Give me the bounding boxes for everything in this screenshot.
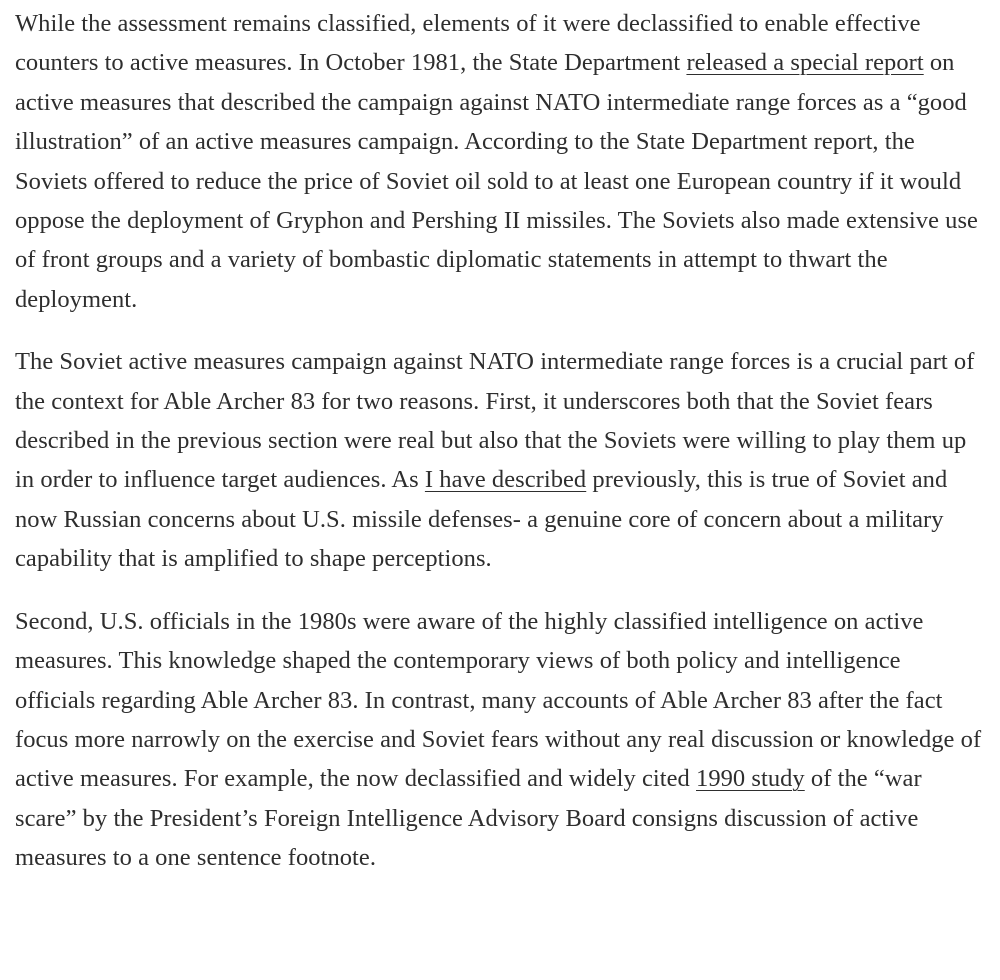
1990-study-link[interactable]: 1990 study — [696, 765, 805, 793]
paragraph-text: of the “war scare” by the President’s Foreign Intelligence Advisory Board consigns discussion of active measures to a one sentence footnote. — [15, 765, 922, 872]
paragraph — [15, 4, 986, 319]
released-special-report-link[interactable]: released a special report — [686, 49, 924, 77]
paragraph-text: previously, this is true of Soviet and now Russian concerns about U.S. missile defenses- a genuine core of concern about a military capability that is amplified to shape perceptions. — [15, 466, 948, 573]
paragraph — [15, 342, 986, 578]
paragraph-text: Second, U.S. officials in the 1980s were aware of the highly classified intelligence on active measures. This knowledge shaped the contemporary views of both policy and intelligence officials regarding Able Archer 83. In contrast, many accounts of Able Archer 83 after the fact focus more narrowly on the exercise and Soviet fears without any real discussion or knowledge of active measures. For example, the now declassified and widely cited — [15, 607, 982, 793]
paragraph-text: on active measures that described the campaign against NATO intermediate range forces as a “good illustration” of an active measures campaign. According to the State Department report, the Soviets offered to reduce the price of Soviet oil sold to at least one European country if it would oppose the deployment of Gryphon and Pershing II missiles. The Soviets also made extensive use of front groups and a variety of bombastic diplomatic statements in attempt to thwart the deployment. — [15, 49, 978, 313]
paragraph — [15, 602, 986, 878]
paragraph-text: The Soviet active measures campaign against NATO intermediate range forces is a crucial part of the context for Able Archer 83 for two reasons. First, it underscores both that the Soviet fears described in the previous section were real but also that the Soviets were willing to play them up in order to influence target audiences. As — [15, 348, 975, 494]
paragraph-text: While the assessment remains classified, elements of it were declassified to enable effective counters to active measures. In October 1981, the State Department — [15, 10, 921, 77]
i-have-described-link[interactable]: I have described — [424, 466, 587, 494]
